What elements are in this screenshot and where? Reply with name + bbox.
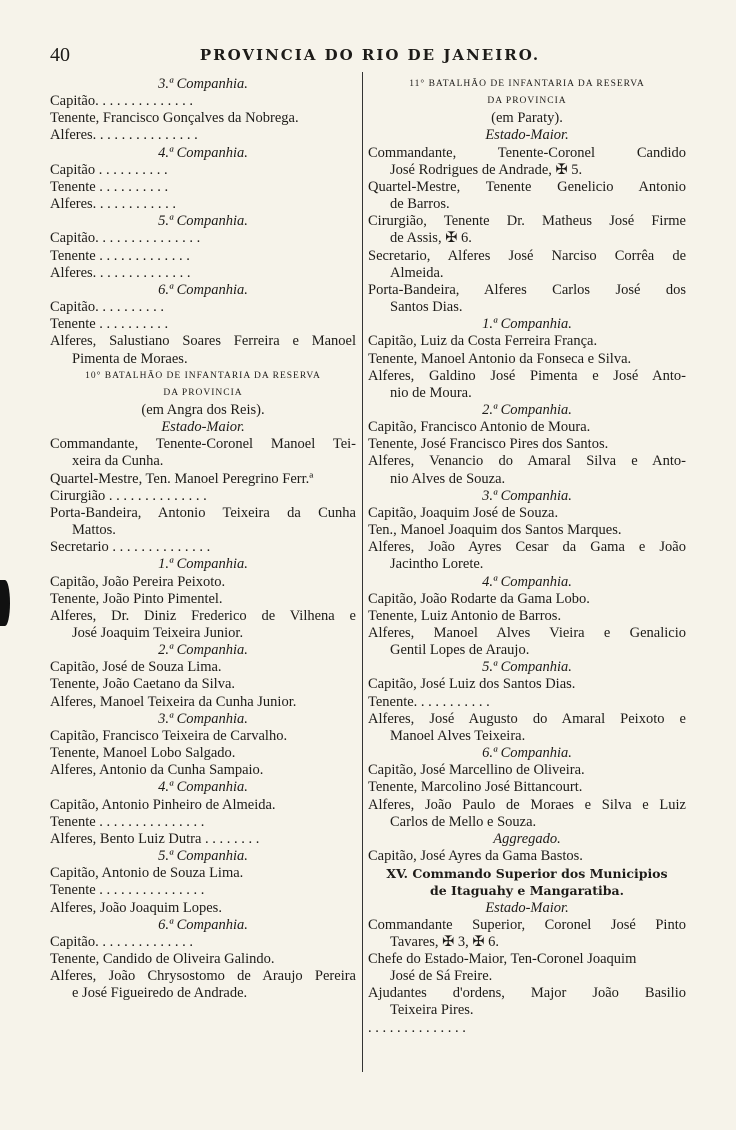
right-line: Capitão, Luiz da Costa Ferreira França.	[368, 333, 598, 350]
right-line: Capitão, José Luiz dos Santos Dias.	[368, 676, 576, 693]
right-line: Carlos de Mello e Souza.	[390, 813, 537, 830]
left-line: Cirurgião . . . . . . . . . . . . . .	[50, 487, 207, 504]
left-line: Capitão, Antonio de Souza Lima.	[50, 865, 244, 882]
left-line: Alferes. . . . . . . . . . . .	[50, 196, 177, 213]
right-line: 2.ª Companhia.	[482, 401, 572, 418]
right-line: 11° BATALHÃO DE INFANTARIA DA RESERVA	[409, 79, 645, 89]
column-divider	[362, 72, 363, 1072]
left-line: 1.ª Companhia.	[158, 556, 248, 573]
left-line: Capitão. . . . . . . . . .	[50, 299, 164, 316]
left-line: Alferes, Bento Luiz Dutra . . . . . . . .	[50, 830, 260, 847]
left-line: 5.ª Companhia.	[158, 848, 248, 865]
right-line: de Barros.	[390, 196, 450, 213]
left-line: Tenente . . . . . . . . . .	[50, 316, 169, 333]
right-line: de Itaguahy e Mangaratiba.	[430, 883, 624, 899]
page-header	[50, 44, 690, 72]
left-line: Tenente, Francisco Gonçalves da Nobrega.	[50, 110, 299, 127]
page-title: PROVINCIA DO RIO DE JANEIRO.	[199, 46, 541, 64]
right-line: DA PROVINCIA	[487, 96, 567, 107]
right-line: 5.ª Companhia.	[482, 659, 572, 676]
left-line: Alferes, Antonio da Cunha Sampaio.	[50, 762, 264, 779]
left-line: (em Angra dos Reis).	[141, 401, 265, 418]
left-line: 6.ª Companhia.	[158, 281, 248, 298]
left-line: 3.ª Companhia.	[158, 710, 248, 727]
right-line: Tenente, José Francisco Pires dos Santos.	[368, 436, 609, 453]
left-line: Quartel-Mestre, Ten. Manoel Peregrino Ferr.ª	[50, 470, 314, 487]
left-line: Commandante, Tenente-Coronel Manoel Tei-	[50, 436, 356, 453]
right-line: Alferes, José Augusto do Amaral Peixoto e	[368, 710, 686, 727]
left-line: Tenente . . . . . . . . . . . . .	[50, 247, 190, 264]
right-line: Tenente, Marcolino José Bittancourt.	[368, 779, 583, 796]
right-line: Tenente, Manoel Antonio da Fonseca e Silva.	[368, 350, 632, 367]
left-line: Alferes, João Joaquim Lopes.	[50, 899, 222, 916]
right-line: Tavares, ✠ 3, ✠ 6.	[390, 933, 500, 950]
right-line: Capitão, José Ayres da Gama Bastos.	[368, 848, 583, 865]
left-line: Capitão, Antonio Pinheiro de Almeida.	[50, 796, 276, 813]
right-line: Santos Dias.	[390, 299, 463, 316]
right-line: Commandante Superior, Coronel José Pinto	[368, 916, 686, 933]
left-line: xeira da Cunha.	[72, 453, 164, 470]
right-line: de Assis, ✠ 6.	[390, 230, 472, 247]
right-line: Quartel-Mestre, Tenente Genelicio Antonio	[368, 178, 686, 195]
right-line: José Rodrigues de Andrade, ✠ 5.	[390, 161, 583, 178]
page-number: 40	[50, 44, 70, 66]
left-line: Tenente . . . . . . . . . . . . . . .	[50, 813, 205, 830]
left-line: e José Figueiredo de Andrade.	[72, 985, 248, 1002]
left-line: Tenente, Manoel Lobo Salgado.	[50, 745, 236, 762]
left-line: 3.ª Companhia.	[158, 76, 248, 92]
right-line: Alferes, Manoel Alves Vieira e Genalicio	[368, 625, 686, 641]
left-line: Tenente, Candido de Oliveira Galindo.	[50, 950, 275, 967]
right-line: Capitão, Francisco Antonio de Moura.	[368, 419, 591, 436]
right-line: Capitão, José Marcellino de Oliveira.	[368, 762, 585, 779]
left-line: José Joaquim Teixeira Junior.	[72, 625, 244, 641]
right-line: Almeida.	[390, 264, 444, 281]
left-line: 10° BATALHÃO DE INFANTARIA DA RESERVA	[85, 370, 321, 381]
right-line: nio de Moura.	[390, 384, 472, 401]
right-line: José de Sá Freire.	[390, 968, 493, 985]
left-line: Alferes. . . . . . . . . . . . . .	[50, 264, 191, 281]
left-line: 5.ª Companhia.	[158, 213, 248, 230]
right-line: Capitão, Joaquim José de Souza.	[368, 504, 559, 521]
left-line: Capitão. . . . . . . . . . . . . . .	[50, 230, 201, 247]
left-line: Tenente . . . . . . . . . . . . . . .	[50, 882, 205, 899]
left-line: Capitão . . . . . . . . . .	[50, 161, 168, 178]
left-line: Tenente, João Pinto Pimentel.	[50, 590, 223, 607]
ink-blot	[0, 580, 10, 626]
right-line: Alferes, João Paulo de Moraes e Silva e Luiz	[368, 796, 686, 813]
left-line: Alferes, Manoel Teixeira da Cunha Junior.	[50, 693, 297, 710]
right-line: 1.ª Companhia.	[482, 316, 572, 333]
right-line: Porta-Bandeira, Alferes Carlos José dos	[368, 281, 686, 298]
right-line: Chefe do Estado-Maior, Ten-Coronel Joaquim	[368, 950, 637, 967]
left-line: Estado-Maior.	[161, 419, 245, 436]
right-line: Manoel Alves Teixeira.	[390, 727, 526, 744]
right-line: Jacintho Lorete.	[390, 556, 484, 573]
left-line: Capitão, José de Souza Lima.	[50, 659, 222, 676]
right-line: Capitão, João Rodarte da Gama Lobo.	[368, 590, 590, 607]
right-line: Ten., Manoel Joaquim dos Santos Marques.	[368, 522, 622, 539]
right-line: Commandante, Tenente-Coronel Candido	[368, 144, 686, 161]
right-line: Tenente. . . . . . . . . . .	[368, 693, 490, 710]
left-line: 6.ª Companhia.	[158, 916, 248, 933]
left-line: Capitão, Francisco Teixeira de Carvalho.	[50, 727, 288, 744]
left-line: Capitão. . . . . . . . . . . . . .	[50, 93, 193, 110]
right-line: 4.ª Companhia.	[482, 573, 572, 590]
right-line: (em Paraty).	[491, 110, 563, 127]
right-line: Alferes, Venancio do Amaral Silva e Anto-	[368, 453, 686, 470]
right-line: Cirurgião, Tenente Dr. Matheus José Firme	[368, 213, 686, 230]
left-line: 4.ª Companhia.	[158, 144, 248, 161]
right-line: 6.ª Companhia.	[482, 745, 572, 762]
right-line: Aggregado.	[493, 830, 561, 847]
right-line: 3.ª Companhia.	[482, 487, 572, 504]
right-line: Teixeira Pires.	[390, 1002, 474, 1019]
left-column	[50, 76, 356, 1002]
left-line: Tenente . . . . . . . . . .	[50, 178, 169, 195]
right-line: XV. Commando Superior dos Municipios	[386, 866, 668, 882]
left-line: Alferes, Dr. Diniz Frederico de Vilhena e	[50, 607, 356, 624]
left-line: Mattos.	[72, 522, 116, 539]
left-line: 4.ª Companhia.	[158, 779, 248, 796]
right-line: nio Alves de Souza.	[390, 470, 506, 487]
right-column	[368, 76, 686, 1037]
right-line: Alferes, João Ayres Cesar da Gama e João	[368, 539, 686, 556]
right-line: Gentil Lopes de Araujo.	[390, 642, 530, 659]
left-line: Tenente, João Caetano da Silva.	[50, 676, 236, 693]
right-line: Alferes, Galdino José Pimenta e José Anto-	[368, 367, 686, 384]
left-line: Porta-Bandeira, Antonio Teixeira da Cunha	[50, 504, 356, 521]
left-line: Secretario . . . . . . . . . . . . . .	[50, 539, 211, 556]
right-line: Secretario, Alferes José Narciso Corrêa de	[368, 247, 686, 264]
left-line: DA PROVINCIA	[163, 387, 243, 398]
left-line: Alferes, João Chrysostomo de Araujo Pereira	[50, 968, 356, 985]
right-line: Tenente, Luiz Antonio de Barros.	[368, 607, 562, 624]
right-line: . . . . . . . . . . . . . .	[368, 1019, 466, 1036]
left-line: Alferes, Salustiano Soares Ferreira e Manoel	[50, 333, 356, 350]
left-line: 2.ª Companhia.	[158, 642, 248, 659]
right-line: Estado-Maior.	[485, 127, 569, 144]
left-line: Alferes. . . . . . . . . . . . . . .	[50, 127, 198, 144]
left-line: Capitão, João Pereira Peixoto.	[50, 573, 226, 590]
left-line: Capitão. . . . . . . . . . . . . .	[50, 933, 193, 950]
left-line: Pimenta de Moraes.	[72, 350, 188, 367]
right-line: Ajudantes d'ordens, Major João Basilio	[368, 985, 686, 1002]
right-line: Estado-Maior.	[485, 899, 569, 916]
